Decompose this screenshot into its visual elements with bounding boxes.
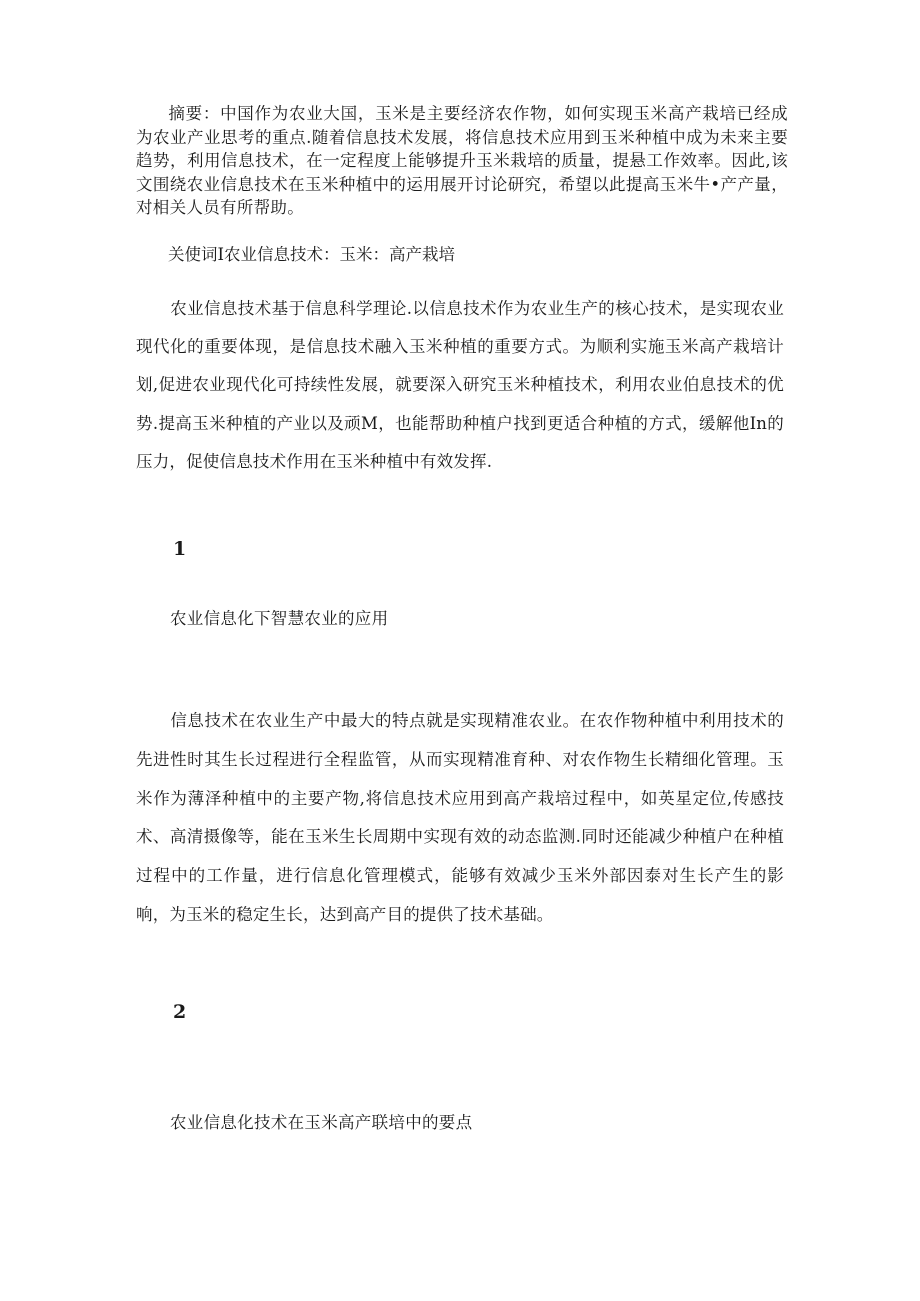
keywords-line: 关使词I农业信息技术：玉米：高产栽培 bbox=[168, 245, 456, 264]
intro-paragraph bbox=[136, 290, 784, 481]
section-1-title: 农业信息化下智慧农业的应用 bbox=[170, 609, 389, 628]
section-1-body-text: 信息技术在农业生产中最大的特点就是实现精准农业。在农作物种植中利用技术的先进性时其生长过程进行全程监管，从而实现精准育种、对农作物生长精细化管理。玉米作为薄泽种植中的主要产物,将信息技术应用到高产栽培过程中，如英星定位,传感技术、高清摄像等，能在玉米生长周期中实现有效的动态监测.同时还能减少种植户在种植过程中的工作量，进行信息化管理模式，能够有效减少玉米外部因泰对生长产生的影响，为玉米的稳定生长，达到高产目的提供了技术基础。 bbox=[136, 711, 784, 924]
intro-text: 农业信息技术基于信息科学理论.以信息技术作为农业生产的核心技术，是实现农业现代化的重要体现，是信息技术融入玉米种植的重要方式。为顺利实施玉米高产栽培计划,促进农业现代化可持续性发展，就要深入研究玉米种植技术，利用农业伯息技术的优势.提高玉米种植的产业以及顽M，也能帮助种植户找到更适合种植的方式，缓解他In的压力，促使信息技术作用在玉米种植中有效发挥. bbox=[136, 299, 784, 471]
section-2-number: 2 bbox=[173, 1001, 187, 1023]
section-1-body bbox=[136, 702, 784, 935]
abstract-paragraph bbox=[136, 102, 788, 220]
abstract-text: 摘要：中国作为农业大国，玉米是主要经济农作物，如何实现玉米高产栽培已经成为农业产业思考的重点.随着信息技术发展，将信息技术应用到玉米种植中成为未来主要趋势，利用信息技术，在一定程度上能够提升玉米栽培的质量，提悬工作效率。因此,该文围绕农业信息技术在玉米种植中的运用展开讨论研究，希望以此提高玉米牛•产产量，对相关人员有所帮助。 bbox=[136, 104, 788, 217]
section-2-title: 农业信息化技术在玉米高产联培中的要点 bbox=[170, 1113, 473, 1132]
section-1-number: 1 bbox=[173, 538, 187, 560]
